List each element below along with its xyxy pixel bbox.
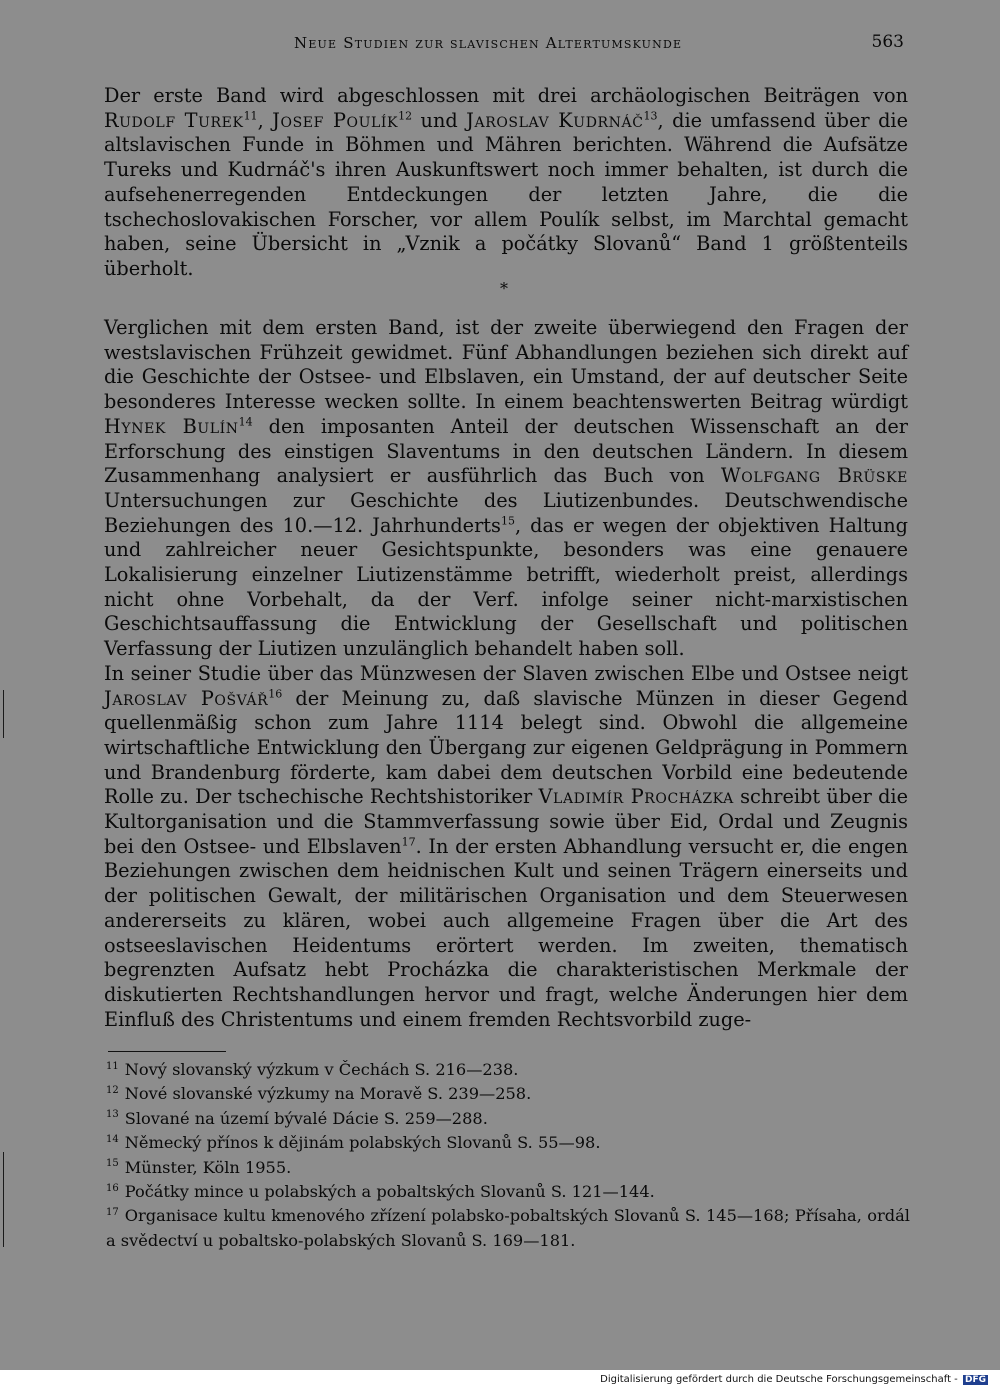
paragraph-1 (104, 84, 908, 282)
text-run: der Meinung zu, daß slavische Münzen in dieser Gegend quellenmäßig schon zum Jahre 1114 belegt sind. Obwohl die allgemeine wirtschaftliche Entwicklung den Übergang zur eigenen Geldprägung in Pommern und Brandenburg förderte, kam dabei dem deutschen Vorbild eine bedeutende Rolle zu. Der tschechische Rechtshistoriker (104, 686, 908, 809)
page-header (104, 32, 910, 58)
text-run: , das er wegen der objektiven Haltung und zahlreicher neuer Gesichtspunkte, besonders was eine genauere Lokalisierung einzelner Liutizenstämme betrifft, wiederholt preist, allerdings nicht ohne Vorbehalt, da der Verf. infolge seiner nicht-marxistischen Geschichtsauffassung die Entwicklung der Gesellschaft und politischen Verfassung der Liutizen unzulänglich behandelt haben soll. (104, 513, 908, 661)
footnote-ref: 11 (243, 109, 258, 123)
digitization-credit (600, 1374, 988, 1385)
footnote (106, 1082, 910, 1106)
section-separator: * (500, 279, 508, 298)
footnote-number: 15 (106, 1158, 119, 1170)
text-run: Untersuchungen zur Geschichte des Liutizenbundes. Deutschwendische Beziehungen des 10.—12. Jahrhunderts (104, 488, 908, 537)
scan-edge-mark (3, 690, 4, 738)
footnote-text: Německý přínos k dějinám polabských Slovanů S. 55—98. (124, 1133, 601, 1153)
footnote-number: 12 (106, 1085, 119, 1097)
author-name: Rudolf Turek (104, 108, 244, 132)
footnote (106, 1058, 910, 1082)
footnote (106, 1107, 910, 1131)
text-run: und (412, 108, 467, 132)
text-run: Der erste Band wird abgeschlossen mit drei archäologischen Beiträgen von (104, 84, 908, 107)
running-title: Neue Studien zur slavischen Altertumskunde (294, 34, 683, 52)
footnote-number: 11 (106, 1060, 119, 1072)
footnote-number: 17 (106, 1207, 119, 1219)
author-name: Vladimír Procházka (538, 785, 734, 809)
author-name: Hynek Bulín (104, 414, 239, 438)
footnote-ref: 16 (268, 687, 283, 701)
credit-text: Digitalisierung gefördert durch die Deutsche Forschungsgemeinschaft - (600, 1374, 958, 1385)
footnote (106, 1156, 910, 1180)
footnote-ref: 15 (500, 514, 515, 528)
text-run: den imposanten Anteil der deutschen Wissenschaft an der Erforschung des einstigen Slaventums in den deutschen Ländern. In diesem Zusammenhang analysiert er ausführlich das Buch von (104, 414, 909, 488)
footnote-text: Slované na území bývalé Dácie S. 259—288. (124, 1108, 488, 1128)
footnote-ref: 14 (238, 415, 253, 429)
author-name: Josef Poulík (272, 108, 399, 132)
footnote-number: 13 (106, 1109, 119, 1121)
paragraph-2 (104, 316, 908, 1032)
dfg-logo: DFG (964, 1375, 986, 1385)
author-name: Jaroslav Pošvář (104, 686, 269, 710)
footnote-number: 16 (106, 1182, 119, 1194)
footnote-text: Nové slovanské výzkumy na Moravě S. 239—258. (124, 1084, 532, 1104)
paragraph-3 (104, 662, 908, 1033)
footnote (106, 1180, 910, 1204)
footnote-ref: 12 (398, 109, 413, 123)
footnote-text: Münster, Köln 1955. (124, 1157, 292, 1177)
footnote-text: Počátky mince u polabských a pobaltských Slovanů S. 121—144. (124, 1182, 655, 1202)
text-run: , (257, 108, 273, 132)
page-number: 563 (871, 32, 904, 52)
footnote-text: Nový slovanský výzkum v Čechách S. 216—238. (124, 1060, 519, 1079)
footnote-ref: 13 (643, 109, 658, 123)
author-name: Wolfgang Brüske (720, 464, 908, 488)
text-run: . In der ersten Abhandlung versucht er, die engen Beziehungen zwischen dem heidnischen Kult und seinen Trägern einerseits und der politischen Gewalt, der militärischen Organisation und dem Steuerwesen andererseits zu klären, wobei auch allgemeine Fragen über die Art des ostseeslavischen Heidentums erörtert werden. Im zweiten, thematisch begrenzten Aufsatz hebt Procházka die charakteristischen Merkmale der diskutierten Rechtshandlungen hervor und fragt, welche Änderungen hier dem Einfluß des Christentums und einem fremden Rechtsvorbild zuge- (104, 834, 908, 1031)
footnote-number: 14 (106, 1133, 119, 1145)
text-run: In seiner Studie über das Münzwesen der Slaven zwischen Elbe und Ostsee neigt (104, 661, 908, 685)
footnote-divider (108, 1051, 226, 1052)
author-name: Jaroslav Kudrnáč (466, 108, 644, 132)
footnote (106, 1131, 910, 1155)
footnotes (106, 1058, 910, 1253)
footnote (106, 1204, 910, 1253)
text-run: Verglichen mit dem ersten Band, ist der zweite überwiegend den Fragen der westslavischen Frühzeit gewidmet. Fünf Abhandlungen beziehen sich direkt auf die Geschichte der Ostsee- und Elbslaven, ein Umstand, der auf deutscher Seite besonderes Interesse wecken sollte. In einem beachtenswerten Beitrag würdigt (104, 316, 908, 414)
scan-edge-mark (3, 1152, 4, 1247)
text-run: , die umfassend über die altslavischen Funde in Böhmen und Mähren berichten. Während die Aufsätze Tureks und Kudrnáč's ihren Auskunftswert noch immer behalten, ist durch die aufsehenerregenden Entdeckungen der letzten Jahre, die die tschechoslovakischen Forscher, vor allem Poulík selbst, im Marchtal gemacht haben, seine Übersicht in „Vznik a počátky Slovanů“ Band 1 größtenteils überholt. (104, 108, 909, 280)
footnote-ref: 17 (401, 835, 416, 849)
text-run: schreibt über die Kultorganisation und die Stammverfassung sowie über Eid, Ordal und Zeugnis bei den Ostsee- und Elbslaven (104, 785, 908, 858)
footnote-text: Organisace kultu kmenového zřízení polabsko-pobaltských Slovanů S. 145—168; Přísaha, ordál a svědectví u pobaltsko-polabských Slovanů S. 169—181. (106, 1206, 910, 1250)
